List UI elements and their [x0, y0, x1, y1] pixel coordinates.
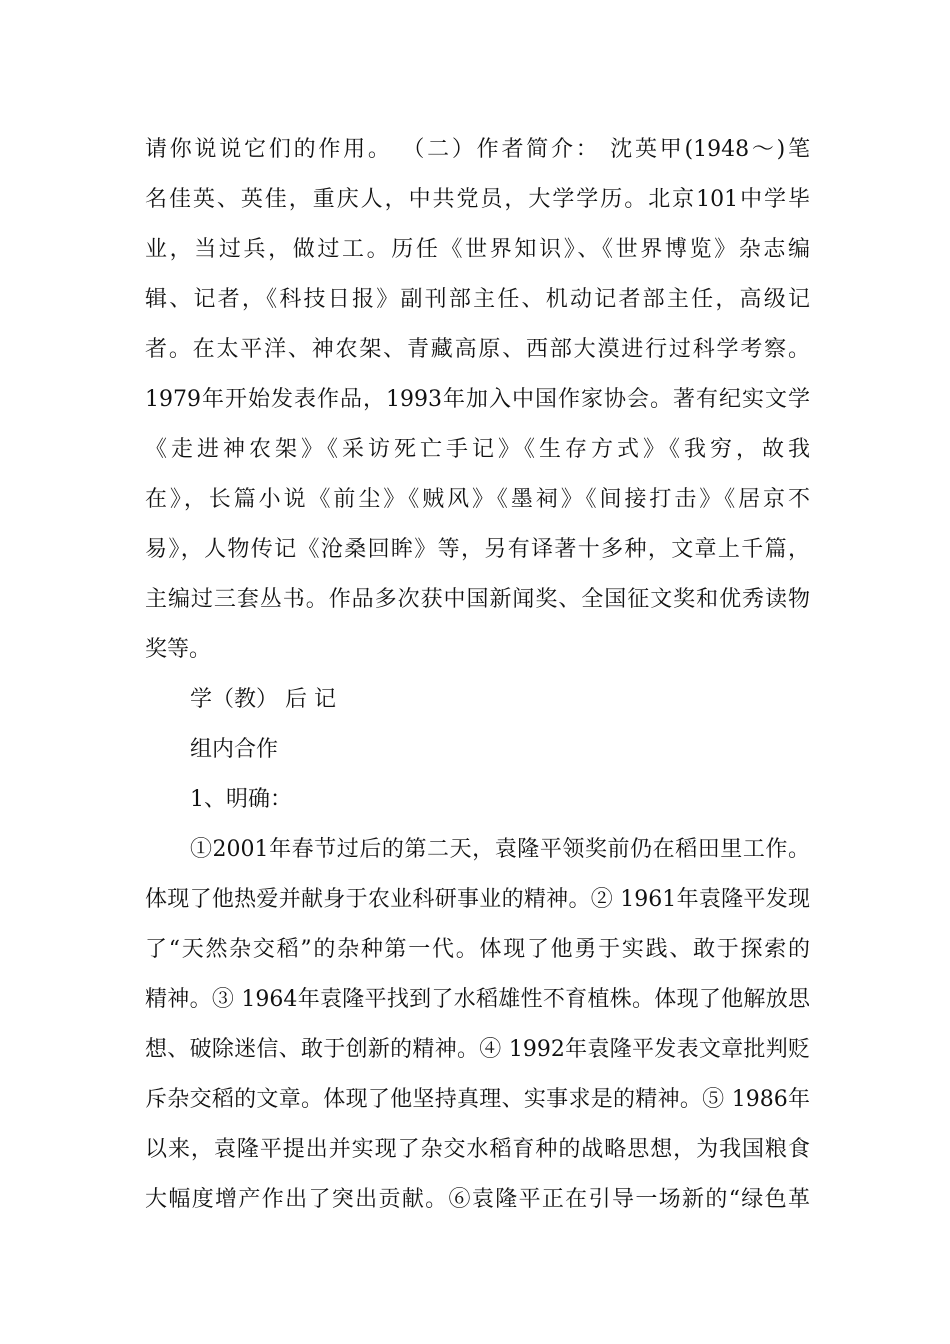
text-line: 组内合作: [190, 737, 279, 762]
text-line: 辑、记者，《科技日报》副刊部主任、机动记者部主任，高级记: [145, 287, 810, 312]
text-line: 想、破除迷信、敢于创新的精神。④ 1992年袁隆平发表文章批判贬: [145, 1037, 810, 1062]
text-line: 了“天然杂交稻”的杂种第一代。体现了他勇于实践、敢于探索的: [145, 937, 810, 962]
text-line: 《走进神农架》《采访死亡手记》《生存方式》《我穷，故我: [145, 437, 810, 462]
text-line: 请你说说它们的作用。 （二）作者简介： 沈英甲(1948～)笔: [145, 137, 810, 162]
text-line: 名佳英、英佳，重庆人，中共党员，大学学历。北京101中学毕: [145, 187, 810, 212]
text-line: 奖等。: [145, 637, 212, 662]
section-heading: 学（教） 后 记: [190, 687, 336, 712]
text-line: 1、明确：: [190, 787, 292, 812]
text-line: 以来，袁隆平提出并实现了杂交水稻育种的战略思想，为我国粮食: [145, 1137, 810, 1162]
text-line: 1979年开始发表作品，1993年加入中国作家协会。著有纪实文学: [145, 387, 810, 412]
text-line: 体现了他热爱并献身于农业科研事业的精神。② 1961年袁隆平发现: [145, 887, 810, 912]
text-line: 斥杂交稻的文章。体现了他坚持真理、实事求是的精神。⑤ 1986年: [145, 1087, 810, 1112]
text-line: 大幅度增产作出了突出贡献。⑥袁隆平正在引导一场新的“绿色革: [145, 1187, 810, 1212]
text-line: 者。在太平洋、神农架、青藏高原、西部大漠进行过科学考察。: [145, 337, 810, 362]
text-line: 在》，长篇小说《前尘》《贼风》《墨祠》《间接打击》《居京不: [145, 487, 810, 512]
text-line: ①2001年春节过后的第二天，袁隆平领奖前仍在稻田里工作。: [190, 837, 810, 862]
text-line: 精神。③ 1964年袁隆平找到了水稻雄性不育植株。体现了他解放思: [145, 987, 810, 1012]
text-line: 业，当过兵，做过工。历任《世界知识》、《世界博览》杂志编: [145, 237, 810, 262]
text-line: 主编过三套丛书。作品多次获中国新闻奖、全国征文奖和优秀读物: [145, 587, 810, 612]
text-line: 易》，人物传记《沧桑回眸》等，另有译著十多种，文章上千篇，: [145, 537, 810, 562]
